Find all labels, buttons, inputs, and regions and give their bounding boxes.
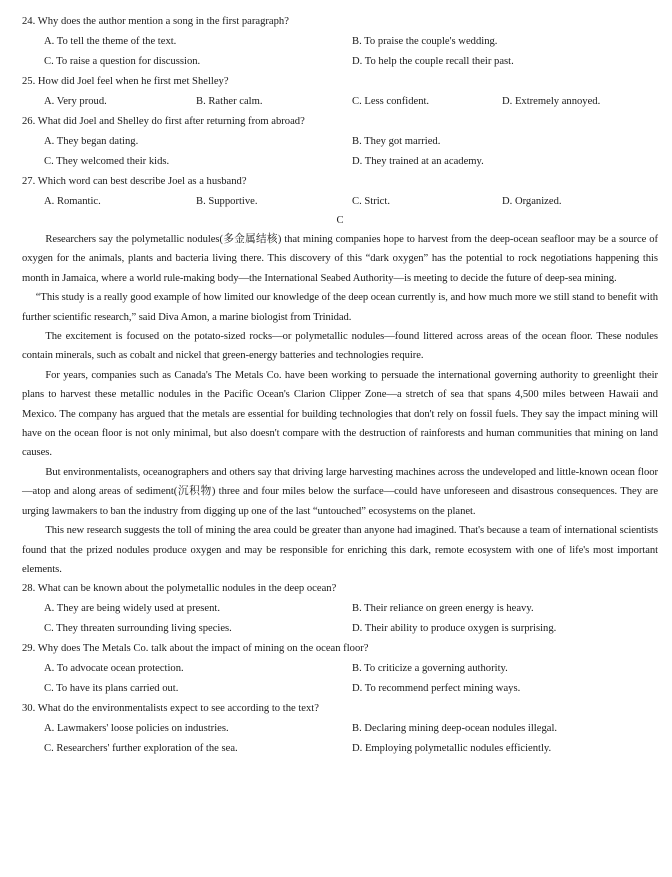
option-d[interactable]: D. To help the couple recall their past. [352,56,514,67]
option-c[interactable]: C. Less confident. [352,96,430,107]
option-d[interactable]: D. Their ability to produce oxygen is surprising. [352,623,557,635]
option-row [22,659,658,679]
option-c[interactable]: C. Strict. [352,196,390,207]
option-d[interactable]: D. Organized. [502,196,562,207]
option-b[interactable]: B. To criticize a governing authority. [352,663,508,675]
question-stem: 30. What do the environmentalists expect to see according to the text? [22,703,319,715]
option-row [22,92,658,112]
question-stem: 27. Which word can best describe Joel as a husband? [22,176,247,187]
option-d[interactable]: D. Employing polymetallic nodules efficiently. [352,743,552,755]
passage-paragraph: But environmentalists, oceanographers and others say that driving large harvesting machines across the undeveloped and little-known ocean floor—atop and along areas of sediment(沉积物) three and four miles below the surface—could have unforeseen and disastrous consequences. They are urging lawmakers to ban the industry from digging up one of the last “untouched” ecosystems on the planet. [22,466,658,517]
option-row [22,132,658,152]
section-label: C [336,215,344,226]
option-b[interactable]: B. Supportive. [196,196,258,207]
question-stem: 25. How did Joel feel when he first met Shelley? [22,76,229,87]
option-a[interactable]: A. They are being widely used at present. [44,603,221,615]
question-stem: 26. What did Joel and Shelley do first after returning from abroad? [22,116,305,127]
option-row [22,679,658,699]
option-d[interactable]: D. To recommend perfect mining ways. [352,683,521,695]
option-row [22,192,658,212]
option-b[interactable]: B. Declaring mining deep-ocean nodules illegal. [352,723,558,735]
option-b[interactable]: B. Their reliance on green energy is heavy. [352,603,534,615]
option-a[interactable]: A. Lawmakers' loose policies on industries. [44,723,229,735]
question-stem: 28. What can be known about the polymetallic nodules in the deep ocean? [22,583,337,595]
question-stem: 24. Why does the author mention a song in the first paragraph? [22,16,289,27]
passage-paragraph: For years, companies such as Canada's The Metals Co. have been working to persuade the international governing authority to greenlight their plans to harvest these metallic nodules in the Pacific Ocean's Clarion Clipper Zone—a stretch of sea that spans 4,500 miles between Hawaii and Mexico. The company has argued that the metals are essential for building technologies that don't rely on fossil fuels. They say the impact mining will have on the ocean floor is not only minimal, but also doesn't compare with the destruction of rainforests and human communities that mining on land causes. [22,369,658,459]
option-c[interactable]: C. Researchers' further exploration of the sea. [44,743,238,755]
option-c[interactable]: C. They welcomed their kids. [44,156,170,167]
option-row [22,619,658,639]
option-a[interactable]: A. To advocate ocean protection. [44,663,184,675]
passage-paragraph: Researchers say the polymetallic nodules(多金属结核) that mining companies hope to harvest from the deep-ocean seafloor may be a source of oxygen for the animals, plants and bacteria living there. This discovery of this “dark oxygen” has the potential to rock negotiations happening this month in Jamaica, where a world rule-making body—the International Seabed Authority—is meeting to decide the future of deep-sea mining. [22,234,658,284]
option-a[interactable]: A. Very proud. [44,96,107,107]
option-b[interactable]: B. Rather calm. [196,96,263,107]
question-stem: 29. Why does The Metals Co. talk about the impact of mining on the ocean floor? [22,643,369,655]
passage-paragraph: This new research suggests the toll of mining the area could be greater than anyone had imagined. That's because a team of international scientists found that the prized nodules produce oxygen and may be responsible for enriching this dark, remote ecosystem with one of life's most important elements. [22,525,658,575]
option-b[interactable]: B. They got married. [352,136,441,147]
option-a[interactable]: A. They began dating. [44,136,139,147]
option-row [22,739,658,759]
passage-paragraph: “This study is a really good example of how limited our knowledge of the deep ocean currently is, and how much more we still stand to benefit with further scientific research,” said Diva Amon, a marine biologist from Trinidad. [22,292,658,323]
option-d[interactable]: D. Extremely annoyed. [502,96,601,107]
option-row [22,599,658,619]
option-c[interactable]: C. To have its plans carried out. [44,683,179,695]
option-a[interactable]: A. To tell the theme of the text. [44,36,177,47]
option-row [22,32,658,52]
option-row [22,152,658,172]
option-b[interactable]: B. To praise the couple's wedding. [352,36,498,47]
option-c[interactable]: C. To raise a question for discussion. [44,56,201,67]
exam-page [22,12,658,759]
option-row [22,719,658,739]
option-c[interactable]: C. They threaten surrounding living species. [44,623,232,635]
option-a[interactable]: A. Romantic. [44,196,101,207]
passage-paragraph: The excitement is focused on the potato-sized rocks—or polymetallic nodules—found littered across areas of the ocean floor. These nodules contain minerals, such as cobalt and nickel that green-energy batteries and technologies require. [22,331,658,362]
option-d[interactable]: D. They trained at an academy. [352,156,484,167]
option-row [22,52,658,72]
